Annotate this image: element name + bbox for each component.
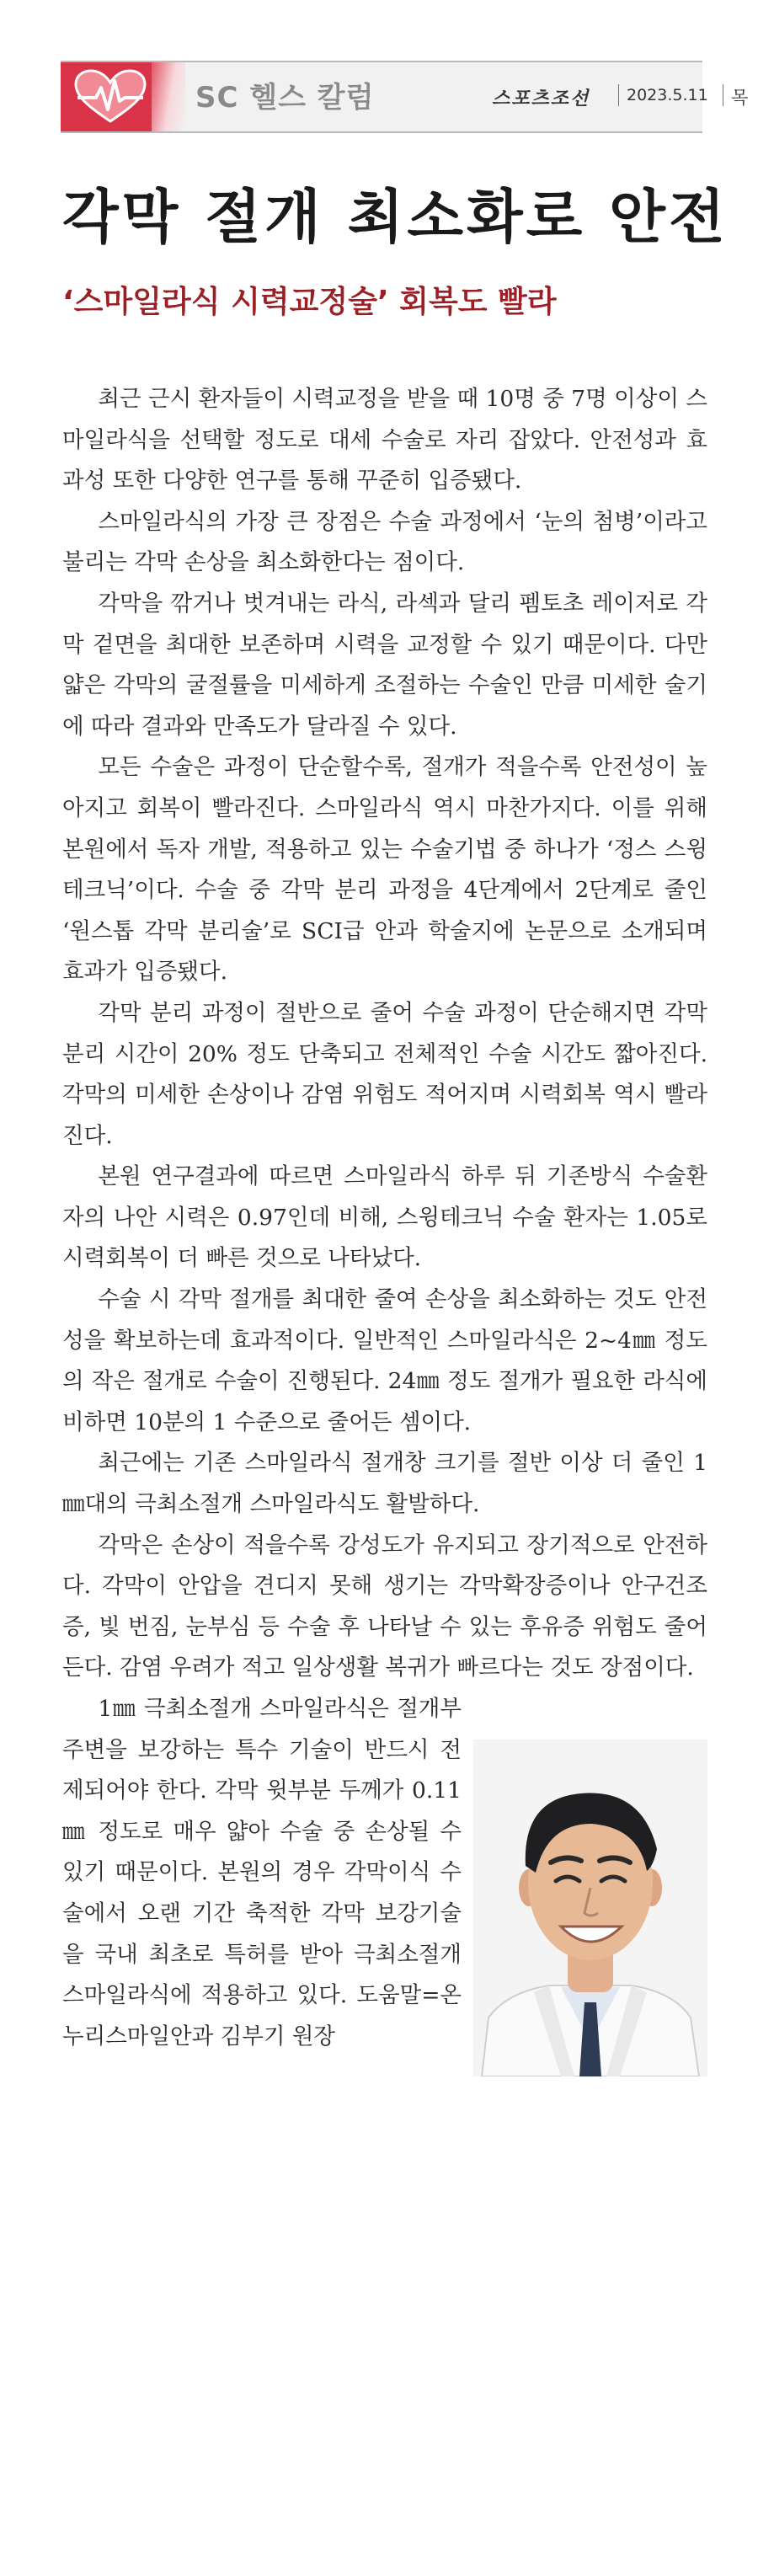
- heart-pulse-icon: [72, 69, 148, 125]
- article-paragraph: 최근에는 기존 스마일라식 절개창 크기를 절반 이상 더 줄인 1㎜대의 극최소절개 스마일라식도 활발하다.: [62, 1450, 707, 1518]
- publication-date: 2023.5.11: [627, 86, 708, 104]
- article-paragraph: 최근 근시 환자들이 시력교정을 받을 때 10명 중 7명 이상이 스마일라식을 선택할 정도로 대세 수술로 자리 잡았다. 안전성과 효과성 또한 다양한 연구를 통해 꾸준히 입증됐다.: [62, 386, 707, 494]
- subheadline: ‘스마일라식 시력교정술’ 회복도 빨라: [62, 285, 557, 319]
- column-header: [61, 61, 749, 133]
- article-paragraph: 수술 시 각막 절개를 최대한 줄여 손상을 최소화하는 것도 안전성을 확보하는데 효과적이다. 일반적인 스마일라식은 2~4㎜ 정도의 작은 절개로 수술이 진행된다. 24㎜ 정도 절개가 필요한 라식에 비하면 10분의 1 수준으로 줄어든 셈이다.: [62, 1286, 707, 1435]
- portrait-photo: [473, 1740, 707, 2076]
- page-curl-decoration: [152, 62, 185, 131]
- article-paragraph: 스마일라식의 가장 큰 장점은 수술 과정에서 ‘눈의 첨병’이라고 불리는 각막 손상을 최소화한다는 점이다.: [62, 508, 707, 576]
- article-credit: 도움말=온누리스마일안과 김부기 원장: [62, 1982, 462, 2050]
- publication-weekday: 목: [731, 88, 749, 108]
- author-portrait-photo: [473, 1740, 707, 2076]
- column-name: SC 헬스 칼럼: [195, 81, 375, 115]
- header-divider: [618, 84, 619, 106]
- article-paragraph: 모든 수술은 과정이 단순할수록, 절개가 적을수록 안전성이 높아지고 회복이 빨라진다. 스마일라식 역시 마찬가지다. 이를 위해 본원에서 독자 개발, 적용하고 있는 수술기법 중 하나가 ‘정스 스윙테크닉’이다. 수술 중 각막 분리 과정을 4단계에서 2단계로 줄인 ‘원스톱 각막 분리술’로 SCI급 안과 학술지에 논문으로 소개되며 효과가 입증됐다.: [62, 754, 707, 986]
- headline: 각막 절개 최소화로 안전: [62, 183, 729, 251]
- article-paragraph: 각막 분리 과정이 절반으로 줄어 수술 과정이 단순해지면 각막 분리 시간이 20% 정도 단축되고 전체적인 수술 시간도 짧아진다. 각막의 미세한 손상이나 감염 위험도 적어지며 시력회복 역시 빨라진다.: [62, 999, 707, 1149]
- column-badge: [61, 62, 160, 131]
- article-body: [62, 379, 707, 2076]
- article-paragraph: 본원 연구결과에 따르면 스마일라식 하루 뒤 기존방식 수술환자의 나안 시력은 0.97인데 비해, 스윙테크닉 수술 환자는 1.05로 시력회복이 더 빠른 것으로 나타났다.: [62, 1163, 707, 1272]
- article-paragraph: 각막을 깎거나 벗겨내는 라식, 라섹과 달리 펨토초 레이저로 각막 겉면을 최대한 보존하며 시력을 교정할 수 있기 때문이다. 다만 얇은 각막의 굴절률을 미세하게 조절하는 수술인 만큼 미세한 술기에 따라 결과와 만족도가 달라질 수 있다.: [62, 590, 707, 740]
- newspaper-name: 스포츠조선: [492, 88, 590, 110]
- last-paragraph: 1㎜ 극최소절개 스마일라식은 절개부 주변을 보강하는 특수 기술이 반드시 전제되어야 한다. 각막 윗부분 두께가 0.11㎜ 정도로 매우 얇아 수술 중 손상될 수 있기 때문이다. 본원의 경우 각막이식 수술에서 오랜 기간 축적한 각막 보강기술을 국내 최초로 특허를 받아 극최소절개 스마일라식에 적용하고 있다.: [62, 1696, 462, 2009]
- article-paragraph: 각막은 손상이 적을수록 강성도가 유지되고 장기적으로 안전하다. 각막이 안압을 견디지 못해 생기는 각막확장증이나 안구건조증, 빛 번짐, 눈부심 등 수술 후 나타날 수 있는 후유증 위험도 줄어든다. 감염 우려가 적고 일상생활 복귀가 빠르다는 것도 장점이다.: [62, 1531, 707, 1681]
